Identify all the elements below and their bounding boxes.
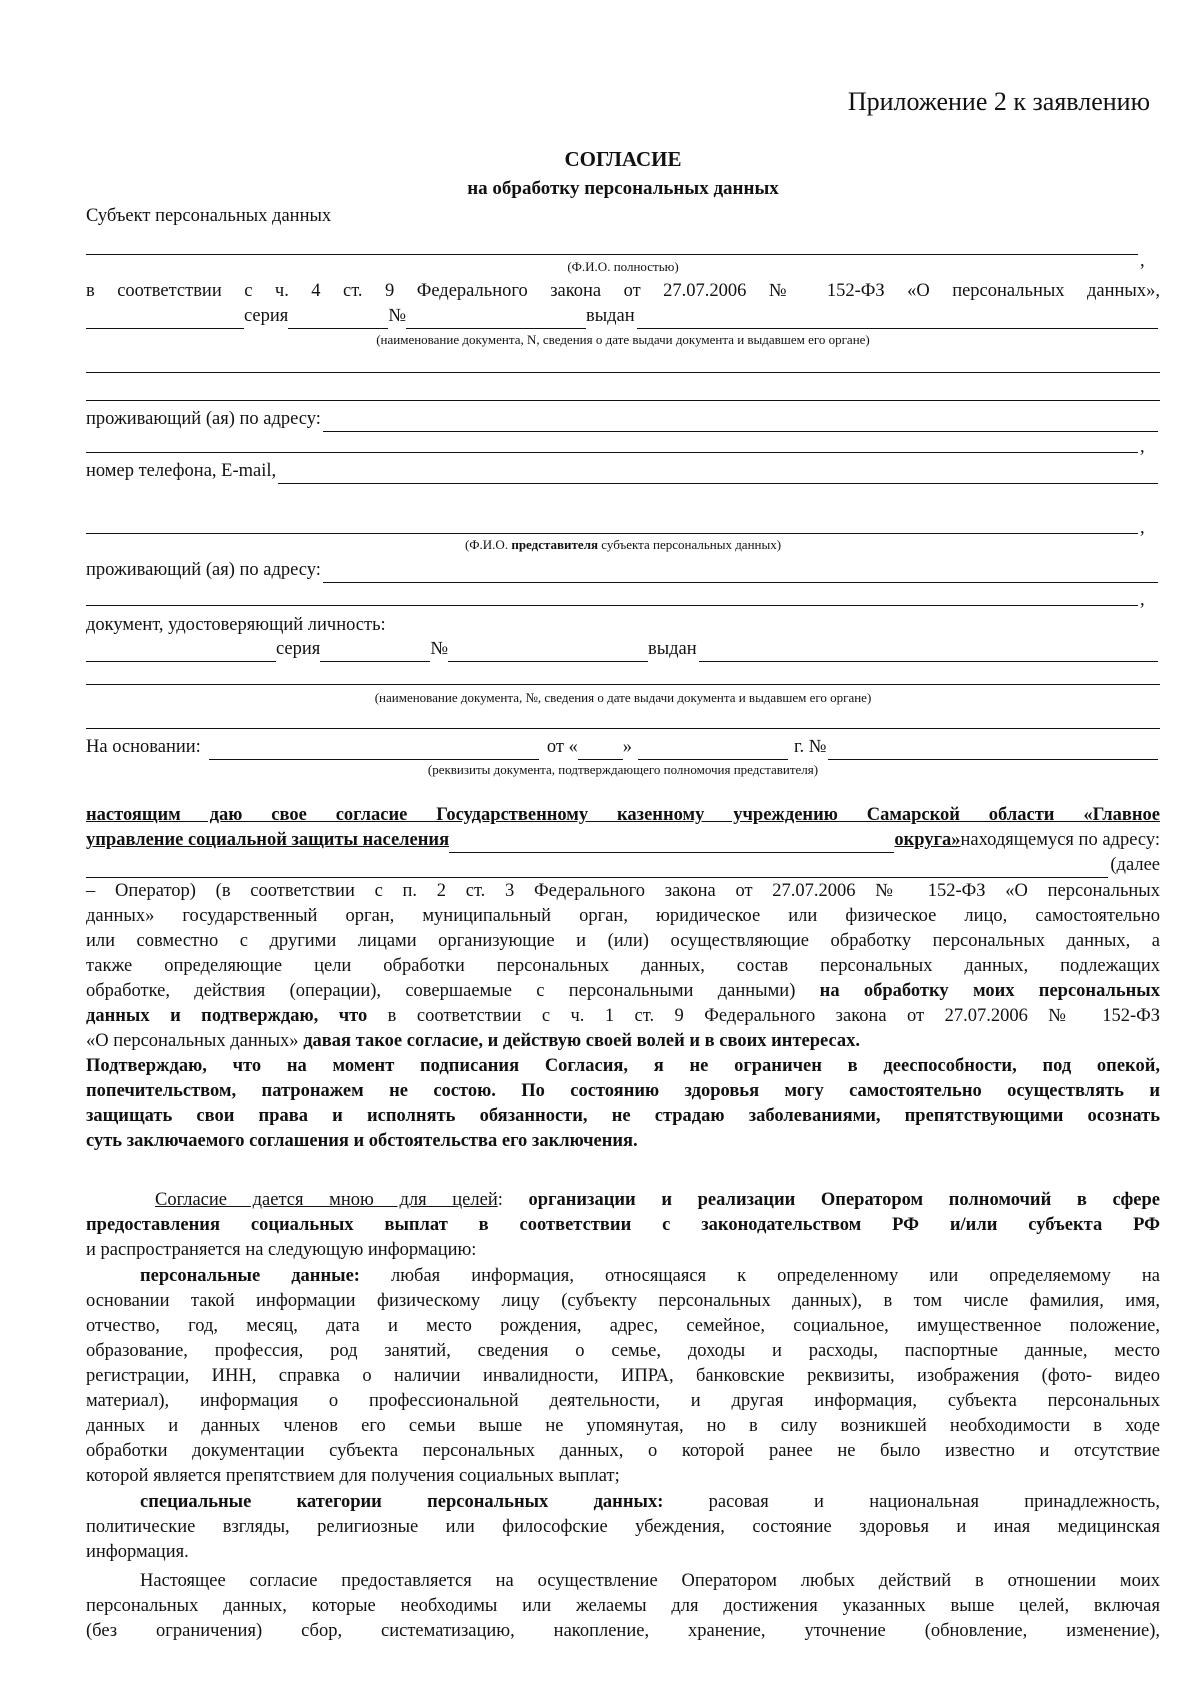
goals-line: Согласие дается мною для целей: организации и реализации Оператором полномочий в сфере <box>155 1190 1160 1210</box>
operator-address-field[interactable] <box>86 859 1108 878</box>
rep-doc-details-line[interactable] <box>86 684 1160 685</box>
pd-line: материал), информация о профессиональной деятельности, и другая информация, субъекта персональных <box>86 1391 1160 1411</box>
pd-line: данных и данных членов его семьи выше не упомянутая, но в силу возникшей необходимости в ходе <box>86 1416 1160 1436</box>
rep-doc-name-field[interactable] <box>86 643 276 662</box>
series-field[interactable] <box>288 310 388 329</box>
series-label: серия <box>276 639 321 659</box>
number-field[interactable] <box>406 310 586 329</box>
goals-line: и распространяется на следующую информацию: <box>86 1240 477 1260</box>
phone-row <box>86 458 1160 484</box>
document-row-1 <box>86 303 1160 329</box>
rep-issued-field[interactable] <box>699 643 1158 662</box>
rep-address-field[interactable] <box>323 564 1158 583</box>
basis-doc-field[interactable] <box>209 741 539 760</box>
basis-row <box>86 734 1160 760</box>
rep-address-label: проживающий (ая) по адресу: <box>86 560 321 580</box>
id-doc-label: документ, удостоверяющий личность: <box>86 615 386 635</box>
basis-day-field[interactable] <box>578 741 623 760</box>
district-field[interactable] <box>449 834 894 853</box>
consent-document: Приложение 2 к заявлению СОГЛАСИЕ на обработку персональных данных Субъект персональных данных , (Ф.И.О. полностью) в соответствии с ч. 4 ст. 9 Федерального закона от 27.07.2006 № 152-ФЗ «О персональных данных», серия № выдан (наименование документа, N, сведения о дате выдачи документа и выдавшем его органе) проживающий (ая) по адресу: , номер телефона, E-mail, , (Ф.И.О. представителя субъекта персональных данных) проживающий (ая) по адресу: , документ, удостоверяющий личность: серия № выдан (наименование документа, №, сведения о дате выдачи документа и выдавшем его органе) На основании: от « » г. № (реквизиты документа, подтверждающего полномочия представителя) настоящим даю свое согласие Государственному казенному учреждению Самарской области «Главное управление социальной защиты населения округа» находящемуся по адресу: (далее – Оператор) (в соответствии с п. 2 ст. 3 Федерального закона от 27.07.2006 № 152-ФЗ «О персональных данных» государственный орган, муниципальный орган, юридическое или физическое лицо, самостоятельно или совместно с другими лицами организующие и (или) осуществляющие обработку персональных данных, а также определяющие цели обработки персональных данных, состав персональных данных, подлежащих обработке, действия (операции), совершаемые с персональными данными) на обработку моих персональных данных и подтверждаю, что в соответствии с ч. 1 ст. 9 Федерального закона от 27.07.2006 № 152-ФЗ «О персональных данных» давая такое согласие, и действую своей волей и в своих интересах. Подтверждаю, что на момент подписания Согласия, я не ограничен в дееспособности, под опекой, попечительством, патронажем не состою. По состоянию здоровья могу самостоятельно осуществлять и защищать свои права и исполнять обязанности, не страдаю заболеваниями, препятствующими осознать суть заключаемого соглашения и обстоятельства его заключения. Согласие дается мною для целей: организации и реализации Оператором полномочий в сфере предоставления социальных выплат в соответствии с законодательством РФ и/или субъекта РФ и распространяется на следующую информацию: персональные данные: любая информация, относящаяся к определенному или определяемому на основании такой информации физическому лицу (субъекту персональных данных), в том числе фамилия, имя, отчество, год, месяц, дата и место рождения, адрес, семейное, социальное, имущественное положение, образование, профессия, род занятий, сведения о семье, доходы и расходы, паспортные данные, место регистрации, ИНН, справка о наличии инвалидности, ИПРА, банковские реквизиты, изображения (фото- видео материал), информация о профессиональной деятельности, и другая информация, субъекта персональных данных и данных членов его семьи выше не упомянутая, но в силу возникшей необходимости в ходе обработки документации субъекта персональных данных, о которой ранее не было известно и отсутствие которой является препятствием для получения социальных выплат; специальные категории персональных данных: расовая и национальная принадлежность, политические взгляды, религиозные или философские убеждения, состояние здоровья и иная медицинская информация. Настоящее согласие предоставляется на осуществление Оператором любых действий в отношении моих персональных данных, которые необходимы или желаемы для достижения указанных выше целей, включая (без ограничения) сбор, систематизацию, накопление, хранение, уточнение (обновление, изменение), <box>0 0 1200 1696</box>
address-line-2[interactable] <box>86 452 1138 453</box>
issued-label: выдан <box>647 639 697 659</box>
doc-caption-2: (наименование документа, №, сведения о дате выдачи документа и выдавшем его органе) <box>374 690 872 705</box>
law-reference: в соответствии с ч. 4 ст. 9 Федерального закона от 27.07.2006 № 152-ФЗ «О персональных данных», <box>86 281 1160 301</box>
paragraph-line: – Оператор) (в соответствии с п. 2 ст. 3 Федерального закона от 27.07.2006 № 152-ФЗ «О персональных <box>86 881 1160 901</box>
paragraph-line: обработке, действия (операции), совершаемые с персональными данными) на обработку моих персональных <box>86 981 1161 1001</box>
final-line: (без ограничения) сбор, систематизацию, накопление, хранение, уточнение (обновление, изменение), <box>86 1621 1160 1641</box>
paragraph-line: данных» государственный орган, муниципальный орган, юридическое или физическое лицо, самостоятельно <box>86 906 1160 926</box>
sc-line: политические взгляды, религиозные или философские убеждения, состояние здоровья и иная медицинская <box>86 1517 1160 1537</box>
sc-line: информация. <box>86 1542 189 1562</box>
basis-month-field[interactable] <box>638 741 788 760</box>
representative-fio-field[interactable] <box>86 533 1138 534</box>
subject-label: Субъект персональных данных <box>86 206 332 226</box>
sc-line: специальные категории персональных данных: расовая и национальная принадлежность, <box>140 1492 1160 1512</box>
paragraph-line: «О персональных данных» давая такое согласие, и действую своей волей и в своих интересах. <box>86 1031 861 1051</box>
confirm-line: Подтверждаю, что на момент подписания Согласия, я не ограничен в дееспособности, под опекой, <box>86 1056 1160 1076</box>
paragraph-line: также определяющие цели обработки персональных данных, состав персональных данных, подлежащих <box>86 956 1160 976</box>
basis-label: На основании: <box>86 737 201 757</box>
final-line: персональных данных, которые необходимы или желаемы для достижения указанных выше целей, включая <box>86 1596 1160 1616</box>
confirm-line: суть заключаемого соглашения и обстоятельства его заключения. <box>86 1131 638 1151</box>
document-row-2 <box>86 636 1160 662</box>
fio-field[interactable] <box>86 254 1138 255</box>
rep-address-line-2[interactable] <box>86 605 1138 606</box>
issued-label: выдан <box>585 306 635 326</box>
goals-line: предоставления социальных выплат в соответствии с законодательством РФ и/или субъекта РФ <box>86 1215 1160 1235</box>
rep-number-field[interactable] <box>448 643 648 662</box>
document-title: СОГЛАСИЕ <box>564 147 682 171</box>
basis-number-field[interactable] <box>828 741 1158 760</box>
pd-line: основании такой информации физическому лицу (субъекту персональных данных), в том числе фамилия, имя, <box>86 1291 1160 1311</box>
doc-details-line[interactable] <box>86 400 1160 401</box>
doc-name-field[interactable] <box>86 310 244 329</box>
fio-caption: (Ф.И.О. полностью) <box>567 259 679 274</box>
doc-caption-1: (наименование документа, N, сведения о дате выдачи документа и выдавшем его органе) <box>376 332 870 347</box>
consent-line-2: управление социальной защиты населения округа» находящемуся по адресу: <box>86 827 1160 853</box>
confirm-line: защищать свои права и исполнять обязанности, не страдаю заболеваниями, препятствующими осознать <box>86 1106 1160 1126</box>
pd-line: отчество, год, месяц, дата и место рождения, адрес, семейное, социальное, имущественное положение, <box>86 1316 1160 1336</box>
pd-line: образование, профессия, род занятий, сведения о семье, доходы и расходы, паспортные данные, место <box>86 1341 1160 1361</box>
rep-series-field[interactable] <box>320 643 430 662</box>
pd-line: персональные данные: любая информация, относящаяся к определенному или определяемому на <box>140 1266 1160 1286</box>
number-label: № <box>430 639 448 659</box>
year-label: г. № <box>794 737 827 757</box>
rep-doc-details-line[interactable] <box>86 728 1160 729</box>
pd-line: которой является препятствием для получения социальных выплат; <box>86 1466 620 1486</box>
phone-field[interactable] <box>278 465 1158 484</box>
confirm-line: попечительством, патронажем не состою. По состоянию здоровья могу самостоятельно осуществлять и <box>86 1081 1160 1101</box>
document-subtitle: на обработку персональных данных <box>467 178 779 199</box>
series-label: серия <box>244 306 289 326</box>
paragraph-line: или совместно с другими лицами организующие и (или) осуществляющие обработку персональных данных, а <box>86 931 1160 951</box>
rep-address-row <box>86 557 1160 583</box>
representative-caption: (Ф.И.О. представителя субъекта персональных данных) <box>464 537 782 552</box>
address-label: проживающий (ая) по адресу: <box>86 409 321 429</box>
address-row <box>86 406 1160 432</box>
doc-details-line[interactable] <box>86 372 1160 373</box>
basis-caption: (реквизиты документа, подтверждающего полномочия представителя) <box>427 762 819 777</box>
address-field[interactable] <box>323 413 1158 432</box>
issued-field[interactable] <box>637 310 1158 329</box>
operator-address-row: (далее <box>86 852 1160 878</box>
quote-close: » <box>622 737 633 757</box>
final-line: Настоящее согласие предоставляется на осуществление Оператором любых действий в отношении моих <box>140 1571 1160 1591</box>
phone-label: номер телефона, E-mail, <box>86 461 277 481</box>
number-label: № <box>388 306 406 326</box>
paragraph-line: данных и подтверждаю, что в соответствии с ч. 1 ст. 9 Федерального закона от 27.07.2006 № 152-ФЗ <box>86 1006 1160 1026</box>
pd-line: обработки документации субъекта персональных данных, о которой ранее не было известно и отсутствие <box>86 1441 1160 1461</box>
appendix-label: Приложение 2 к заявлению <box>847 87 1150 116</box>
from-label: от « <box>546 737 578 757</box>
pd-line: регистрации, ИНН, справка о наличии инвалидности, ИПРА, банковские реквизиты, изображения (фото- видео <box>86 1366 1160 1386</box>
consent-line-1: настоящим даю свое согласие Государственному казенному учреждению Самарской области «Главное <box>86 805 1160 825</box>
